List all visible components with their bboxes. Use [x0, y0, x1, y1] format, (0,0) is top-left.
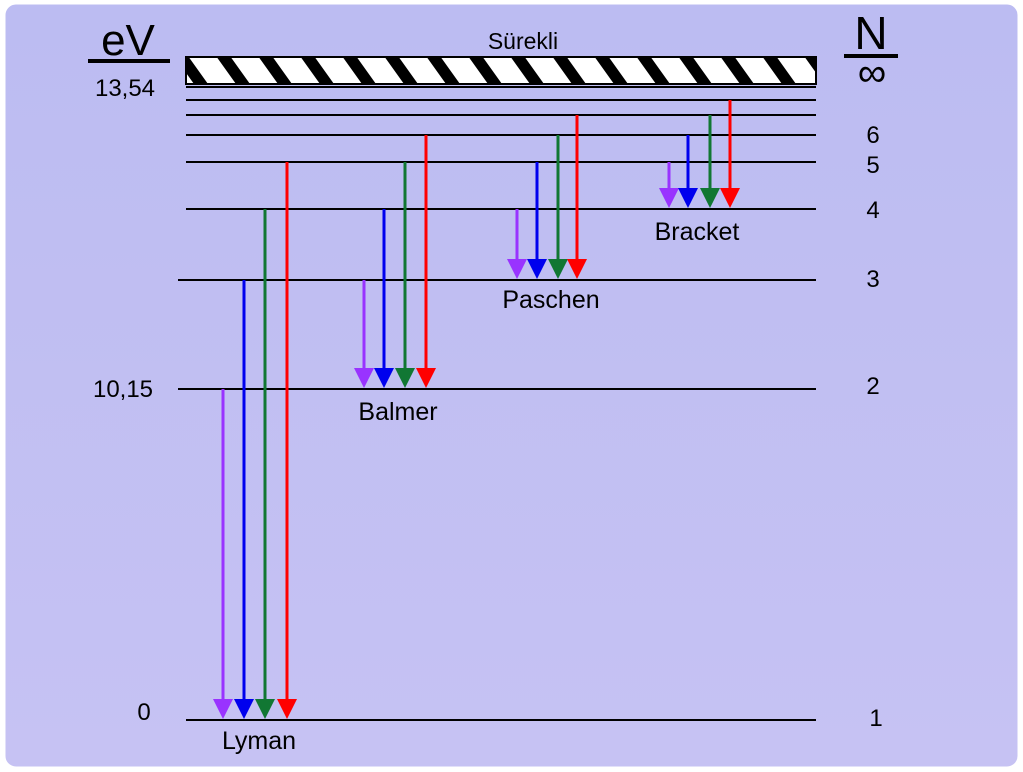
series-label-paschen: Paschen [502, 286, 600, 314]
infinity-symbol: ∞ [857, 51, 887, 95]
n-axis-symbol: N [854, 7, 888, 59]
n-label-3: 3 [866, 266, 880, 293]
n-label-4: 4 [866, 197, 880, 224]
n-label-1: 1 [869, 705, 883, 732]
ionization-energy-label: 13,54 [94, 75, 156, 102]
energy-label-n2: 10,15 [92, 376, 154, 403]
energy-label-ground: 0 [137, 699, 151, 726]
energy-unit-label: eV [101, 16, 155, 65]
n-label-6: 6 [866, 122, 880, 149]
n-label-5: 5 [866, 152, 880, 179]
series-label-balmer: Balmer [358, 398, 438, 426]
continuum-label: Sürekli [487, 28, 559, 54]
series-label-bracket: Bracket [654, 218, 740, 246]
continuum-band [186, 57, 816, 84]
series-label-lyman: Lyman [221, 727, 297, 755]
n-label-2: 2 [866, 373, 880, 400]
